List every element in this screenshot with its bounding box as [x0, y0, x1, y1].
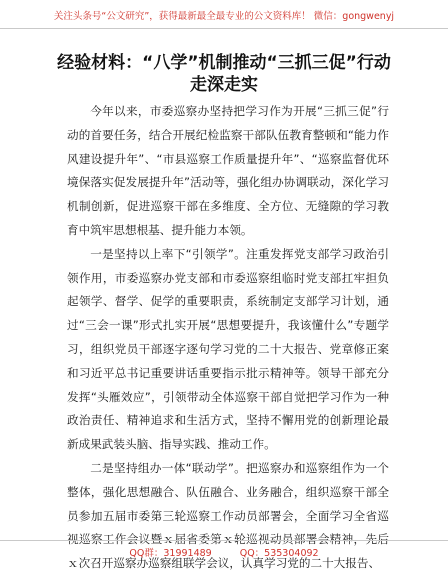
footer-qq-group: QQ群：31991489 [129, 548, 212, 559]
paragraph-intro: 今年以来，市委巡察办坚持把学习作为开展“三抓三促”行动的首要任务，结合开展纪检监察干部队伍教育整顿和“能力作风建设提升年”、“市县巡察工作质量提升年”、“巡察监督优环境保落实促发展提升年”活动等，强化组办协调联动，深化学习机制创新，促进巡察干部在多维度、全方位、无缝隙的学习教育中筑牢思想根基、提升能力本领。 [67, 104, 389, 237]
footer-qq: QQ：535304092 [239, 548, 319, 559]
footer-banner [0, 540, 448, 567]
header-banner: 关注头条号“公文研究”，获得最新最全最专业的公文资料库！ 微信：gongwenyj [0, 6, 448, 29]
paragraph-second-point: 二是坚持组办一体“联动学”。把巡察办和巡察组作为一个整体，强化思想融合、队伍融合、业务融合，组织巡察干部全员参加五届市委第三轮巡察工作动员部署会，全面学习全省巡视巡察工作会议暨ｘ届省委第ｘ轮巡视动员部署会精神，先后ｘ次召开巡察办巡察组联学会议，认真学习党的二十大报告、 [67, 460, 389, 571]
document-body [67, 100, 389, 576]
document-title: 经验材料：“八学”机制推动“三抓三促”行动走深走实 [57, 53, 391, 95]
paragraph-first-point: 一是坚持以上率下“引领学”。注重发挥党支部学习政治引领作用，市委巡察办党支部和市委巡察组临时党支部扛牢担负起领学、督学、促学的重要职责，系统制定支部学习计划，通过“三会一课”形式扎实开展“思想要提升，我该懂什么”专题学习，组织党员干部逐字逐句学习党的二十大报告、党章修正案和习近平总书记重要讲话重要指示批示精神等。领导干部充分发挥“头雁效应”，引领带动全体巡察干部自觉把学习作为一种政治责任、精神追求和生活方式，坚持不懈用党的创新理论最新成果武装头脑、指导实践、推动工作。 [67, 246, 389, 452]
